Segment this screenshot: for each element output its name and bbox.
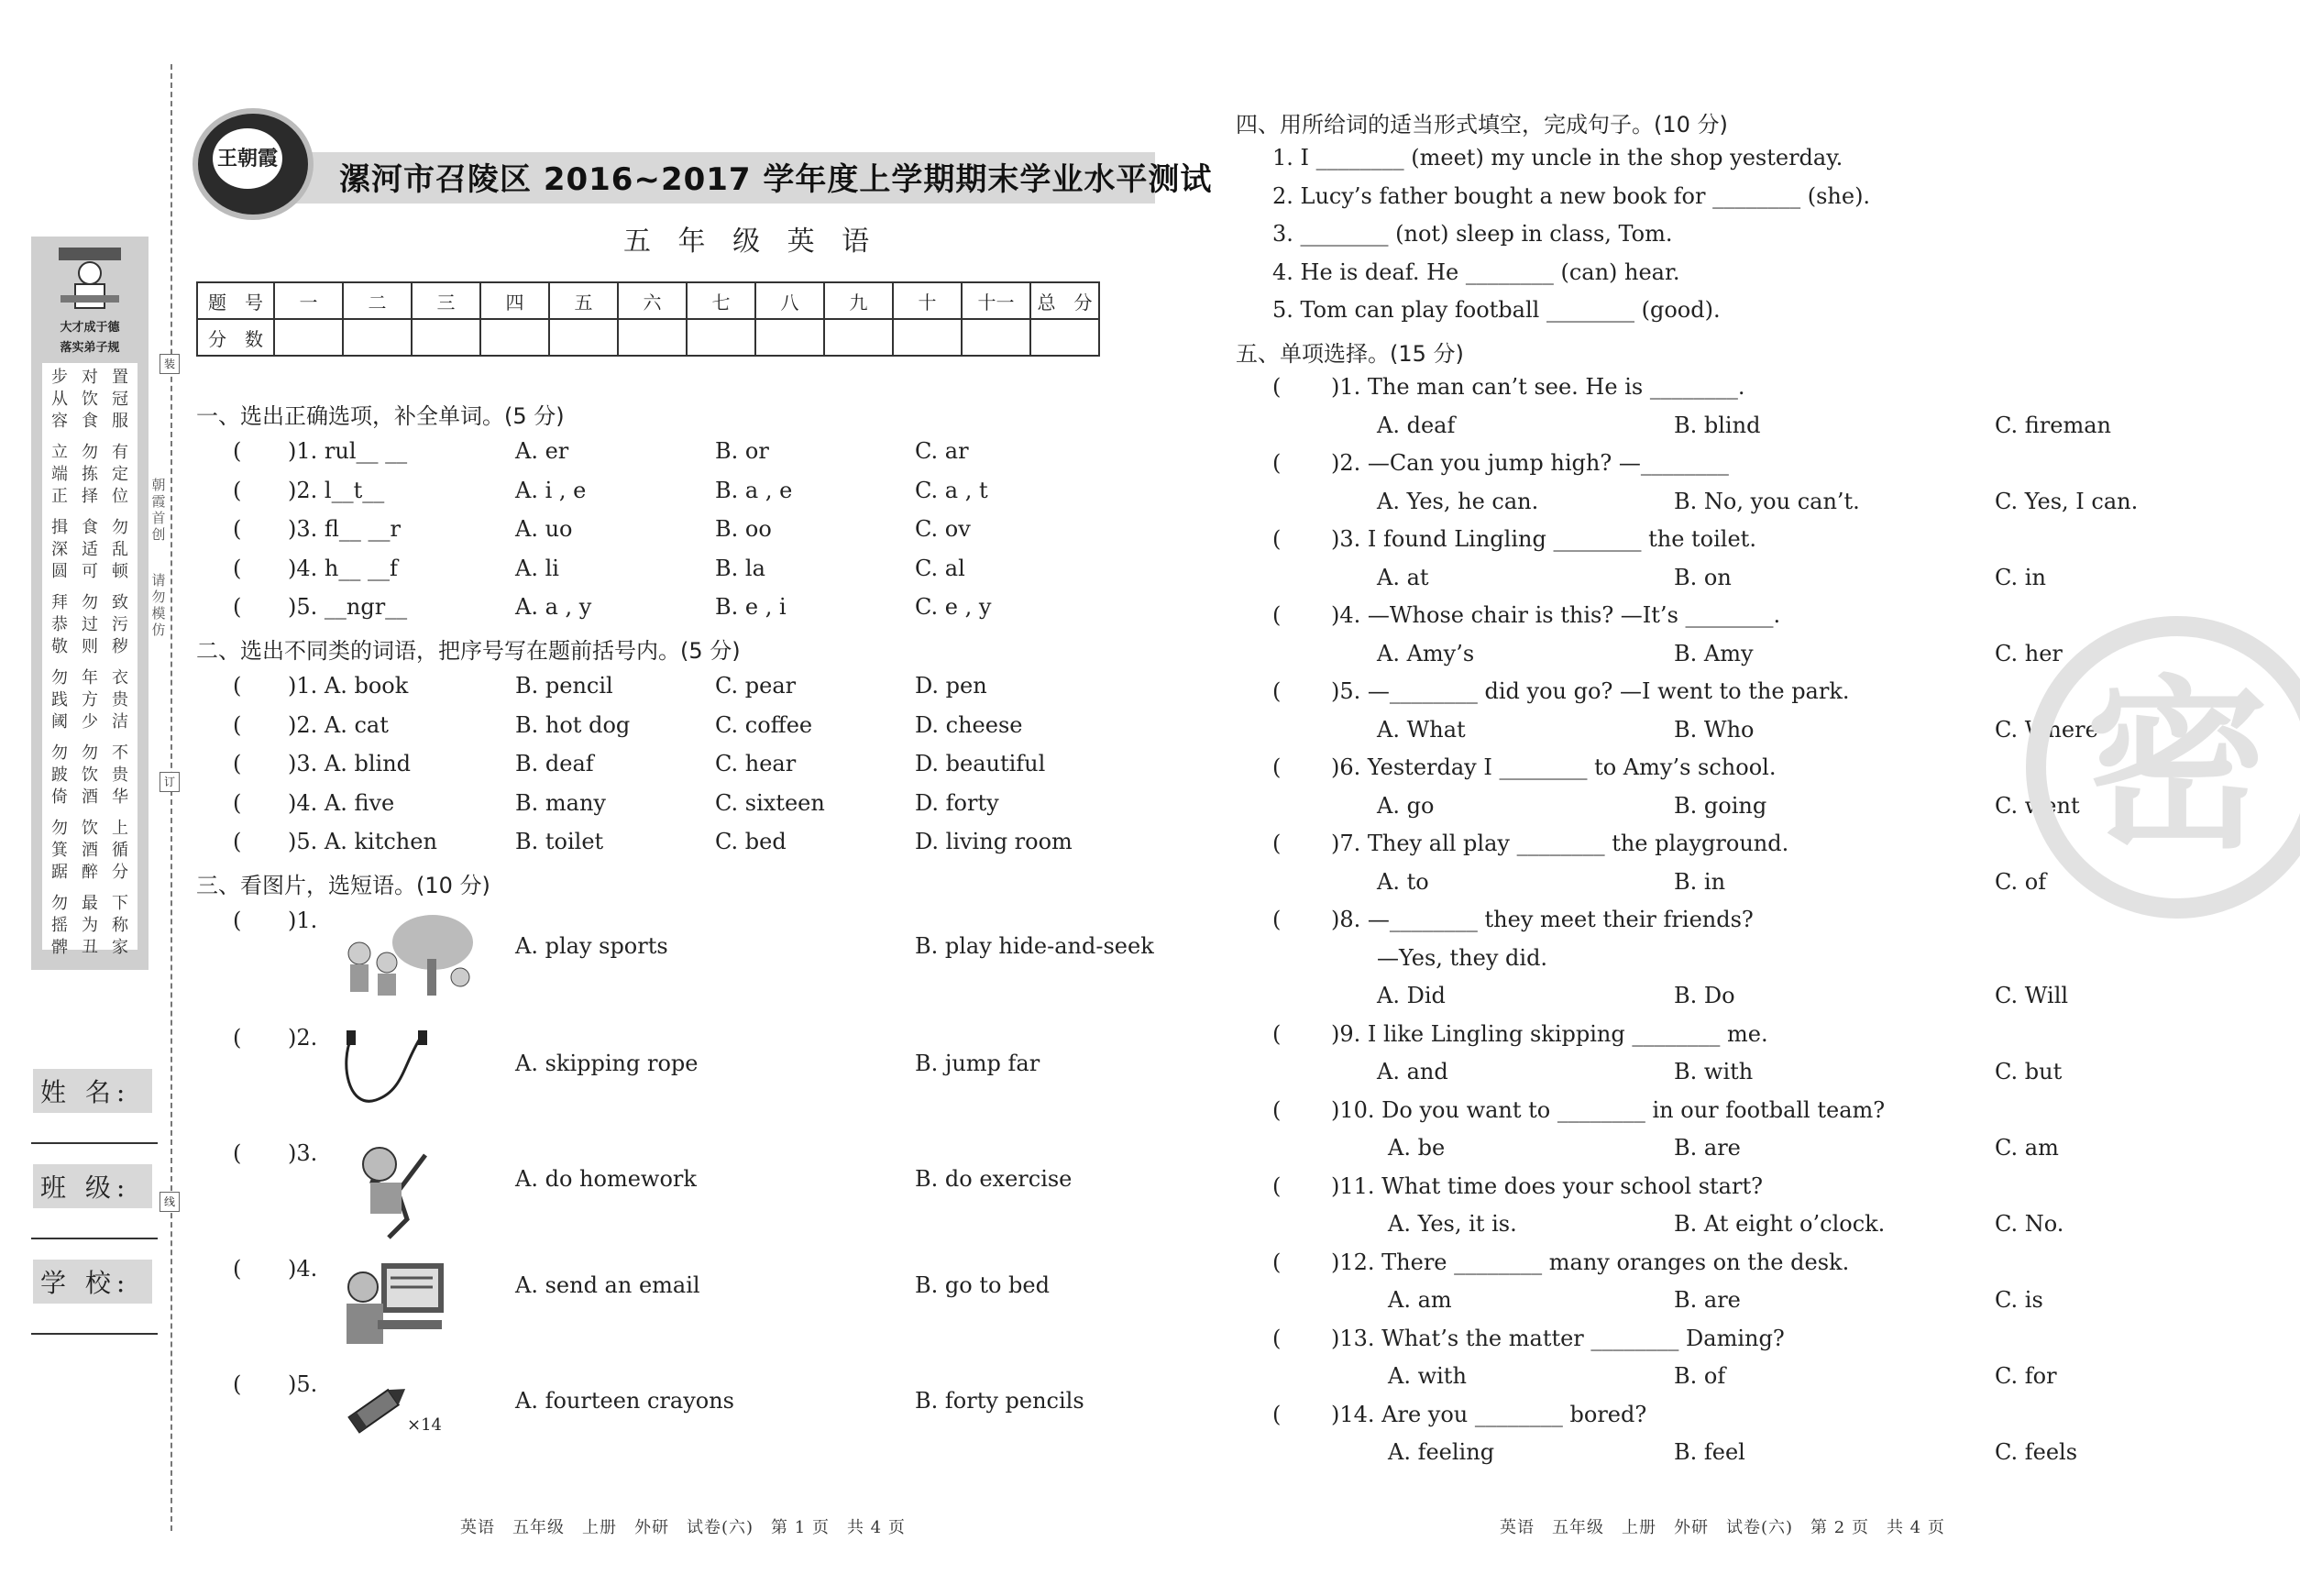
score-entry[interactable] — [1030, 319, 1099, 356]
option-a: A. Did — [1377, 983, 1446, 1008]
motto-char: 饮 — [82, 765, 98, 785]
motto-char: 置 — [112, 368, 128, 387]
question-text: )5. A. kitchen — [288, 829, 437, 854]
option-c: C. ov — [915, 516, 971, 542]
option-b: B. many — [515, 789, 606, 816]
option-a: A. and — [1377, 1059, 1448, 1084]
motto-char: 位 — [112, 487, 128, 506]
motto-char: 拣 — [82, 465, 98, 484]
option-b: B. do exercise — [915, 1166, 1073, 1192]
option-b: B. hot dog — [515, 711, 631, 738]
option-c: C. Yes, I can. — [1995, 488, 2139, 514]
option-a: A. to — [1377, 868, 1429, 895]
question-text: )1. The man can’t see. He is ________. — [1331, 374, 1745, 400]
motto-char: 有 — [112, 443, 128, 462]
motto-char: 衣 — [112, 668, 128, 688]
motto-char: 丑 — [82, 938, 98, 957]
option-a: A. skipping rope — [515, 1051, 699, 1076]
option-b: B. No, you can’t. — [1674, 488, 1860, 514]
score-entry[interactable] — [412, 319, 480, 356]
option-c: C. her — [1995, 640, 2063, 666]
motto-char: 称 — [112, 916, 128, 935]
option-c: C. is — [1995, 1287, 2043, 1313]
name-field[interactable] — [31, 1142, 158, 1144]
score-entry[interactable] — [755, 319, 824, 356]
option-c: C. coffee — [715, 711, 813, 738]
answer-bracket[interactable]: ( — [1272, 754, 1282, 780]
option-a: A. send an email — [515, 1272, 700, 1298]
binding-mark-xian: 线 — [160, 1192, 180, 1212]
motto-char: 分 — [112, 863, 128, 882]
crayon-count: ×14 — [407, 1415, 442, 1435]
motto-char: 勿 — [51, 743, 68, 763]
score-cell: 九 — [824, 282, 893, 319]
motto-char: 酒 — [82, 787, 98, 807]
question-text: )1. rul__ __ — [288, 438, 408, 464]
option-d: D. pen — [915, 673, 987, 699]
motto-char: 华 — [112, 787, 128, 807]
motto-char: 少 — [82, 712, 98, 732]
motto-char: 正 — [51, 487, 68, 506]
fill-in-sentence: 4. He is deaf. He ________ (can) hear. — [1272, 259, 1680, 285]
answer-bracket[interactable]: ( — [1272, 1020, 1282, 1047]
motto-char: 步 — [51, 368, 68, 387]
motto-char: 秽 — [112, 637, 128, 656]
option-c: C. ar — [915, 438, 969, 464]
option-a: A. do homework — [515, 1166, 697, 1192]
answer-bracket[interactable]: ( — [1272, 374, 1282, 400]
score-cell: 十一 — [962, 282, 1030, 319]
option-b: B. or — [715, 438, 769, 464]
answer-bracket[interactable]: ( — [233, 908, 242, 933]
option-d: D. cheese — [915, 711, 1023, 738]
answer-bracket[interactable]: ( — [233, 1256, 242, 1282]
motto-char: 过 — [82, 615, 98, 634]
score-entry[interactable] — [962, 319, 1030, 356]
motto-char: 冠 — [112, 390, 128, 409]
confidential-stamp — [2026, 616, 2300, 919]
motto-char: 倚 — [51, 787, 68, 807]
motto-char: 贵 — [112, 765, 128, 785]
option-b: B. toilet — [515, 829, 604, 854]
motto-char: 立 — [51, 443, 68, 462]
question-text: )8. —________ they meet their friends? — [1331, 907, 1754, 932]
motto-char: 最 — [82, 894, 98, 913]
question-text: )7. They all play ________ the playground. — [1331, 831, 1789, 856]
option-c: C. of — [1995, 868, 2047, 895]
option-c: C. Where — [1995, 716, 2098, 743]
score-cell: 七 — [687, 282, 755, 319]
score-entry[interactable] — [549, 319, 618, 356]
motto-char: 箕 — [51, 841, 68, 860]
motto-char: 跛 — [51, 765, 68, 785]
motto-char: 阈 — [51, 712, 68, 732]
score-entry[interactable] — [618, 319, 687, 356]
option-a: A. Yes, it is. — [1388, 1211, 1517, 1237]
option-a: A. go — [1377, 792, 1435, 819]
motto-char: 方 — [82, 690, 98, 710]
answer-bracket[interactable]: ( — [233, 789, 242, 816]
motto-char: 酒 — [82, 841, 98, 860]
jump-rope-picture — [339, 1027, 440, 1118]
question-text: )11. What time does your school start? — [1331, 1172, 1763, 1199]
motto-char: 循 — [112, 841, 128, 860]
answer-bracket[interactable]: ( — [1272, 1325, 1282, 1351]
question-text: )4. A. five — [288, 789, 395, 816]
score-cell: 五 — [549, 282, 618, 319]
fill-in-sentence: 1. I ________ (meet) my uncle in the shop yesterday. — [1272, 145, 1843, 171]
answer-bracket[interactable]: ( — [233, 751, 242, 776]
motto-char: 可 — [82, 562, 98, 581]
option-a: A. deaf — [1377, 412, 1456, 438]
girl-exercising-picture — [343, 1137, 444, 1243]
answer-bracket[interactable]: ( — [1272, 1401, 1282, 1427]
option-b: B. play hide-and-seek — [915, 933, 1154, 959]
question-text: )14. Are you ________ bored? — [1331, 1401, 1647, 1427]
answer-bracket[interactable]: ( — [1272, 678, 1282, 704]
stamp-glyph: 密 — [2085, 660, 2269, 874]
motto-char: 敬 — [51, 637, 68, 656]
option-a: A. be — [1388, 1135, 1446, 1161]
option-a: A. with — [1388, 1363, 1467, 1389]
motto-char: 服 — [112, 412, 128, 431]
option-b: B. deaf — [515, 751, 594, 776]
school-label: 学 校: — [33, 1260, 152, 1304]
option-b: B. Do — [1674, 983, 1735, 1008]
motto-char: 饮 — [82, 390, 98, 409]
score-cell: 十 — [893, 282, 962, 319]
option-b: B. of — [1674, 1363, 1726, 1389]
score-cell: 二 — [343, 282, 412, 319]
option-c: C. am — [1995, 1135, 2059, 1161]
motto-char: 勿 — [112, 518, 128, 537]
option-d: D. living room — [915, 829, 1073, 854]
question-text: )1. A. book — [288, 673, 409, 699]
option-a: A. What — [1377, 716, 1466, 743]
motto-char: 上 — [112, 819, 128, 838]
motto-char: 定 — [112, 465, 128, 484]
option-b: B. pencil — [515, 673, 613, 699]
question-text: )3. A. blind — [288, 751, 412, 776]
answer-bracket[interactable]: ( — [233, 1025, 242, 1051]
option-a: A. Yes, he can. — [1377, 488, 1539, 514]
option-c: C. Will — [1995, 983, 2069, 1008]
motto-char: 勿 — [51, 894, 68, 913]
section3-title: 三、看图片，选短语。(10 分) — [196, 873, 490, 898]
option-c: C. sixteen — [715, 789, 825, 816]
motto-char: 勿 — [82, 443, 98, 462]
score-row-label: 分 数 — [197, 319, 274, 356]
answer-bracket[interactable]: ( — [1272, 907, 1282, 932]
score-cell: 题 号 — [197, 282, 274, 319]
option-a: A. play sports — [515, 933, 668, 959]
question-text: )12. There ________ many oranges on the desk. — [1331, 1249, 1850, 1275]
binding-mark-ding: 订 — [160, 772, 180, 792]
name-label: 姓 名: — [33, 1069, 152, 1113]
question-text: )9. I like Lingling skipping ________ me. — [1331, 1020, 1768, 1047]
question-text: )5. —________ did you go? —I went to the park. — [1331, 678, 1850, 704]
score-entry[interactable] — [343, 319, 412, 356]
option-c: C. hear — [715, 751, 797, 776]
motto-char: 髀 — [51, 938, 68, 957]
question-text: )2. A. cat — [288, 711, 389, 738]
motto-char: 年 — [82, 668, 98, 688]
option-b: B. are — [1674, 1287, 1741, 1313]
class-field[interactable] — [31, 1238, 158, 1239]
motto-char: 家 — [112, 938, 128, 957]
motto-char: 致 — [112, 593, 128, 612]
answer-bracket[interactable]: ( — [1272, 1249, 1282, 1275]
question-text: )6. Yesterday I ________ to Amy’s school. — [1331, 754, 1777, 780]
answer-bracket[interactable]: ( — [1272, 1172, 1282, 1199]
option-a: A. at — [1377, 564, 1429, 590]
score-cell: 一 — [274, 282, 343, 319]
motto-char: 饮 — [82, 819, 98, 838]
option-c: C. al — [915, 555, 965, 581]
footer-left: 英语 五年级 上册 外研 试卷(六) 第 1 页 共 4 页 — [460, 1518, 906, 1537]
motto-char: 洁 — [112, 712, 128, 732]
computer-email-picture — [341, 1260, 447, 1346]
option-c: C. in — [1995, 564, 2046, 590]
binding-mark-zhuang: 装 — [160, 354, 180, 374]
question-number: )2. — [288, 1025, 318, 1051]
motto-char: 污 — [112, 615, 128, 634]
answer-bracket[interactable]: ( — [233, 516, 242, 542]
option-c: C. e , y — [915, 594, 992, 620]
answer-bracket[interactable]: ( — [233, 594, 242, 620]
answer-bracket[interactable]: ( — [233, 555, 242, 581]
motto-char: 醉 — [82, 863, 98, 882]
motto-char: 则 — [82, 637, 98, 656]
brand-logo — [193, 108, 314, 220]
motto-char: 食 — [82, 518, 98, 537]
option-c: C. No. — [1995, 1211, 2064, 1237]
motto-char: 勿 — [82, 593, 98, 612]
section4-title: 四、用所给词的适当形式填空，完成句子。(10 分) — [1236, 112, 1728, 138]
motto-char: 适 — [82, 540, 98, 559]
footer-right: 英语 五年级 上册 外研 试卷(六) 第 2 页 共 4 页 — [1500, 1518, 1945, 1537]
option-d: D. beautiful — [915, 751, 1046, 776]
answer-bracket[interactable]: ( — [233, 1140, 242, 1166]
motto-char: 从 — [51, 390, 68, 409]
question-number: )1. — [288, 908, 318, 933]
score-table-score-row — [197, 319, 1099, 356]
question-text-line2: —Yes, they did. — [1377, 944, 1548, 971]
crayon-picture — [341, 1375, 414, 1439]
answer-bracket[interactable]: ( — [233, 673, 242, 699]
motto-char: 容 — [51, 412, 68, 431]
option-b: B. on — [1674, 564, 1732, 590]
option-a: A. a , y — [515, 594, 592, 620]
exam-subtitle: 五 年 级 英 语 — [623, 226, 879, 258]
option-c: C. bed — [715, 829, 787, 854]
option-b: B. go to bed — [915, 1272, 1050, 1298]
option-c: C. pear — [715, 673, 797, 699]
score-cell: 四 — [480, 282, 549, 319]
motto-column-3 — [106, 367, 134, 968]
question-text: )2. —Can you jump high? —________ — [1331, 450, 1729, 476]
score-table-header-row — [197, 282, 1099, 319]
fill-in-sentence: 2. Lucy’s father bought a new book for ________ (she). — [1272, 182, 1871, 209]
motto-text-box — [42, 363, 138, 957]
answer-bracket[interactable]: ( — [1272, 602, 1282, 628]
answer-bracket[interactable]: ( — [233, 1371, 242, 1397]
question-text: )4. —Whose chair is this? —It’s ________. — [1331, 602, 1781, 628]
option-b: B. jump far — [915, 1051, 1040, 1076]
option-a: A. feeling — [1388, 1439, 1495, 1465]
score-entry[interactable] — [480, 319, 549, 356]
score-table — [196, 281, 1100, 357]
option-b: B. are — [1674, 1135, 1741, 1161]
option-c: C. fireman — [1995, 412, 2111, 438]
exam-title: 漯河市召陵区 2016~2017 学年度上学期期末学业水平测试 — [339, 161, 1213, 198]
motto-title-1: 大才成于德 — [60, 321, 120, 335]
question-text: )3. I found Lingling ________ the toilet. — [1331, 526, 1756, 552]
motto-char: 为 — [82, 916, 98, 935]
option-a: A. Amy’s — [1377, 640, 1475, 666]
answer-bracket[interactable]: ( — [1272, 526, 1282, 552]
fill-in-sentence: 5. Tom can play football ________ (good). — [1272, 297, 1721, 323]
side-note-no-copy: 请 勿 模 仿 — [151, 572, 166, 638]
option-b: B. la — [715, 555, 765, 581]
fill-in-sentence: 3. ________ (not) sleep in class, Tom. — [1272, 221, 1673, 247]
question-text: )5. __ngr__ — [288, 594, 408, 620]
option-b: B. At eight o’clock. — [1674, 1211, 1886, 1237]
question-number: )4. — [288, 1256, 318, 1282]
score-cell: 总 分 — [1030, 282, 1099, 319]
motto-char: 恭 — [51, 615, 68, 634]
motto-char: 勿 — [51, 819, 68, 838]
option-c: C. went — [1995, 792, 2080, 819]
motto-char: 揖 — [51, 518, 68, 537]
motto-char: 踞 — [51, 863, 68, 882]
option-b: B. e , i — [715, 594, 787, 620]
answer-bracket[interactable]: ( — [233, 829, 242, 854]
option-b: B. Who — [1674, 716, 1755, 743]
motto-char: 摇 — [51, 916, 68, 935]
motto-char: 深 — [51, 540, 68, 559]
motto-char: 勿 — [82, 743, 98, 763]
option-b: B. oo — [715, 516, 772, 542]
answer-bracket[interactable]: ( — [1272, 1096, 1282, 1123]
question-number: )3. — [288, 1140, 318, 1166]
option-a: A. uo — [515, 516, 573, 542]
question-text: )3. fl__ __r — [288, 516, 401, 542]
answer-bracket[interactable]: ( — [233, 477, 242, 503]
section5-title: 五、单项选择。(15 分) — [1236, 341, 1464, 367]
question-text: )13. What’s the matter ________ Daming? — [1331, 1325, 1785, 1351]
answer-bracket[interactable]: ( — [233, 438, 242, 464]
motto-char: 拜 — [51, 593, 68, 612]
logo-text: 王朝霞 — [213, 128, 282, 189]
motto-char: 食 — [82, 412, 98, 431]
option-c: C. feels — [1995, 1439, 2078, 1465]
motto-column-2 — [76, 367, 104, 968]
motto-char: 端 — [51, 465, 68, 484]
score-cell: 六 — [618, 282, 687, 319]
option-b: B. feel — [1674, 1439, 1745, 1465]
side-note-original: 朝 霞 首 创 — [151, 477, 166, 543]
option-b: B. Amy — [1674, 640, 1754, 666]
score-entry[interactable] — [687, 319, 755, 356]
option-c: C. but — [1995, 1059, 2063, 1084]
motto-char: 贵 — [112, 690, 128, 710]
option-a: A. fourteen crayons — [515, 1388, 734, 1414]
scholar-illustration — [55, 244, 125, 314]
motto-char: 践 — [51, 690, 68, 710]
motto-char: 不 — [112, 743, 128, 763]
motto-char: 乱 — [112, 540, 128, 559]
school-field[interactable] — [31, 1333, 158, 1335]
motto-title-2: 落实弟子规 — [60, 341, 120, 355]
option-a: A. li — [515, 555, 559, 581]
option-b: B. a , e — [715, 477, 793, 503]
score-cell: 八 — [755, 282, 824, 319]
option-c: C. a , t — [915, 477, 988, 503]
option-b: B. with — [1674, 1059, 1754, 1084]
section1-title: 一、选出正确选项，补全单词。(5 分) — [196, 403, 565, 429]
option-b: B. blind — [1674, 412, 1761, 438]
answer-bracket[interactable]: ( — [1272, 450, 1282, 476]
score-entry[interactable] — [824, 319, 893, 356]
question-text: )2. l__t__ — [288, 477, 385, 503]
option-d: D. forty — [915, 789, 999, 816]
score-entry[interactable] — [274, 319, 343, 356]
option-b: B. forty pencils — [915, 1388, 1084, 1414]
option-c: C. for — [1995, 1363, 2057, 1389]
motto-char: 勿 — [51, 668, 68, 688]
motto-char: 择 — [82, 487, 98, 506]
fold-dashed-line — [171, 64, 172, 1531]
section2-title: 二、选出不同类的词语，把序号写在题前括号内。(5 分) — [196, 638, 741, 664]
motto-char: 对 — [82, 368, 98, 387]
question-text: )10. Do you want to ________ in our football team? — [1331, 1096, 1886, 1123]
class-label: 班 级: — [33, 1164, 152, 1208]
motto-column-1 — [46, 367, 73, 968]
question-number: )5. — [288, 1371, 318, 1397]
option-a: A. am — [1388, 1287, 1452, 1313]
answer-bracket[interactable]: ( — [233, 711, 242, 738]
option-a: A. i , e — [515, 477, 587, 503]
score-entry[interactable] — [893, 319, 962, 356]
answer-bracket[interactable]: ( — [1272, 831, 1282, 856]
score-cell: 三 — [412, 282, 480, 319]
option-b: B. in — [1674, 868, 1726, 895]
motto-char: 顿 — [112, 562, 128, 581]
option-b: B. going — [1674, 792, 1767, 819]
motto-char: 下 — [112, 894, 128, 913]
question-text: )4. h__ __f — [288, 555, 398, 581]
motto-char: 圆 — [51, 562, 68, 581]
kids-playing-picture — [332, 908, 479, 999]
option-a: A. er — [515, 438, 569, 464]
